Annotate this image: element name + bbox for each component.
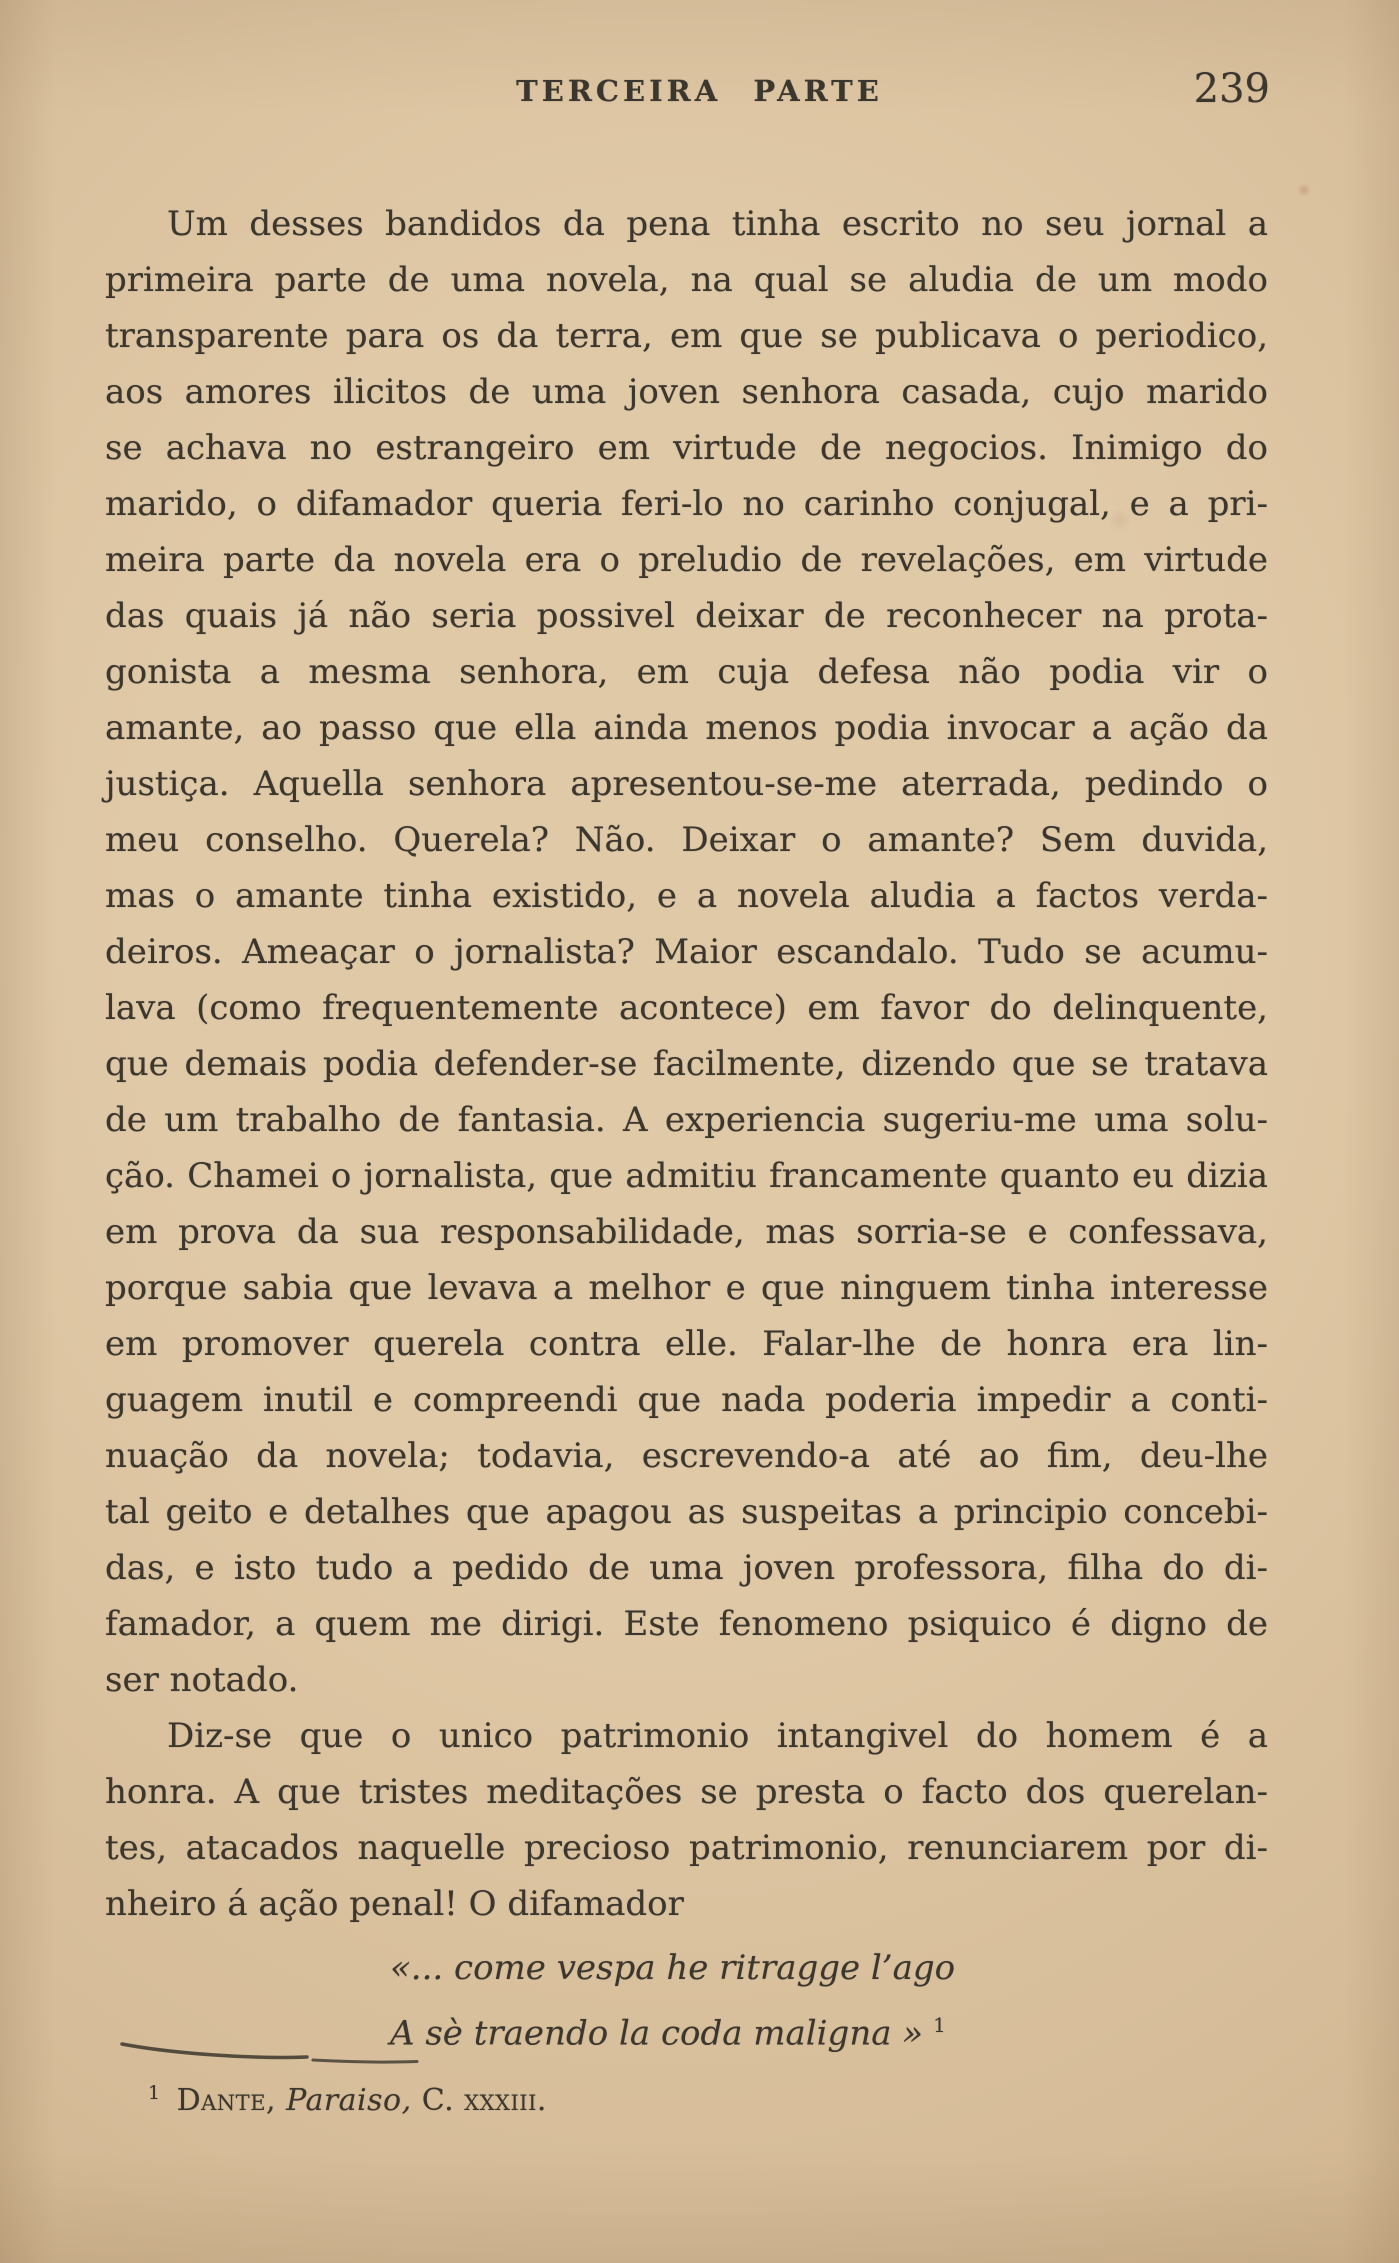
text-line: nuação da novela; todavia, escrevendo-a até ao fim, deu-lhe [105, 1436, 1268, 1476]
text-line: deiros. Ameaçar o jornalista? Maior escandalo. Tudo se acumu- [105, 932, 1268, 972]
footnote-canto-reference: C. xxxiii. [421, 2083, 547, 2118]
text-line: justiça. Aquella senhora apresentou-se-me aterrada, pedindo o [105, 764, 1268, 804]
text-line: ser notado. [105, 1660, 299, 1700]
text-line: em prova da sua responsabilidade, mas sorria-se e confessava, [105, 1212, 1268, 1252]
footnote-separator-rule [105, 2035, 525, 2075]
text-line: ção. Chamei o jornalista, que admitiu francamente quanto eu dizia [105, 1156, 1268, 1196]
text-line: aos amores ilicitos de uma joven senhora casada, cujo marido [105, 372, 1268, 412]
text-line: Um desses bandidos da pena tinha escrito no seu jornal a [167, 204, 1268, 244]
text-line: honra. A que tristes meditações se presta o facto dos querelan- [105, 1772, 1268, 1812]
text-line: meira parte da novela era o preludio de revelações, em virtude [105, 540, 1268, 580]
text-line: tal geito e detalhes que apagou as suspeitas a principio concebi- [105, 1492, 1268, 1532]
footnote-work-title: Paraiso, [286, 2083, 412, 2118]
footnote [148, 2082, 547, 2118]
text-line: meu conselho. Querela? Não. Deixar o amante? Sem duvida, [105, 820, 1268, 860]
text-line: das, e isto tudo a pedido de uma joven professora, filha do di- [105, 1548, 1268, 1588]
page-number: 239 [1193, 66, 1270, 112]
text-line: guagem inutil e compreendi que nada poderia impedir a conti- [105, 1380, 1268, 1420]
quote-line: «... come vespa he ritragge l’ago [390, 1948, 956, 1988]
quote-line: A sè traendo la coda maligna » $^1$ [390, 2013, 946, 2054]
text-line: primeira parte de uma novela, na qual se aludia de um modo [105, 260, 1268, 300]
text-line: tes, atacados naquelle precioso patrimonio, renunciarem por di- [105, 1828, 1268, 1868]
text-line: famador, a quem me dirigi. Este fenomeno psiquico é digno de [105, 1604, 1268, 1644]
text-line: mas o amante tinha existido, e a novela aludia a factos verda- [105, 876, 1268, 916]
footnote-author: Dante, [176, 2083, 277, 2118]
text-line: se achava no estrangeiro em virtude de negocios. Inimigo do [105, 428, 1268, 468]
text-line: nheiro á ação penal! O difamador [105, 1884, 684, 1924]
quote-footnote-marker: 1 [933, 2013, 946, 2037]
text-line: Diz-se que o unico patrimonio intangivel do homem é a [167, 1716, 1268, 1756]
text-line: transparente para os da terra, em que se publicava o periodico, [105, 316, 1268, 356]
footnote-marker: 1 [148, 2082, 161, 2104]
running-header-title: TERCEIRA PARTE [516, 74, 883, 108]
text-line: que demais podia defender-se facilmente, dizendo que se tratava [105, 1044, 1268, 1084]
text-line: marido, o difamador queria feri-lo no carinho conjugal, e a pri- [105, 484, 1268, 524]
text-line: lava (como frequentemente acontece) em favor do delinquente, [105, 988, 1268, 1028]
text-line: das quais já não seria possivel deixar de reconhecer na prota- [105, 596, 1268, 636]
text-line: amante, ao passo que ella ainda menos podia invocar a ação da [105, 708, 1268, 748]
body-text-block [105, 196, 1268, 1932]
text-line: de um trabalho de fantasia. A experiencia sugeriu-me uma solu- [105, 1100, 1268, 1140]
text-line: porque sabia que levava a melhor e que ninguem tinha interesse [105, 1268, 1268, 1308]
text-line: em promover querela contra elle. Falar-lhe de honra era lin- [105, 1324, 1268, 1364]
text-line: gonista a mesma senhora, em cuja defesa não podia vir o [105, 652, 1268, 692]
